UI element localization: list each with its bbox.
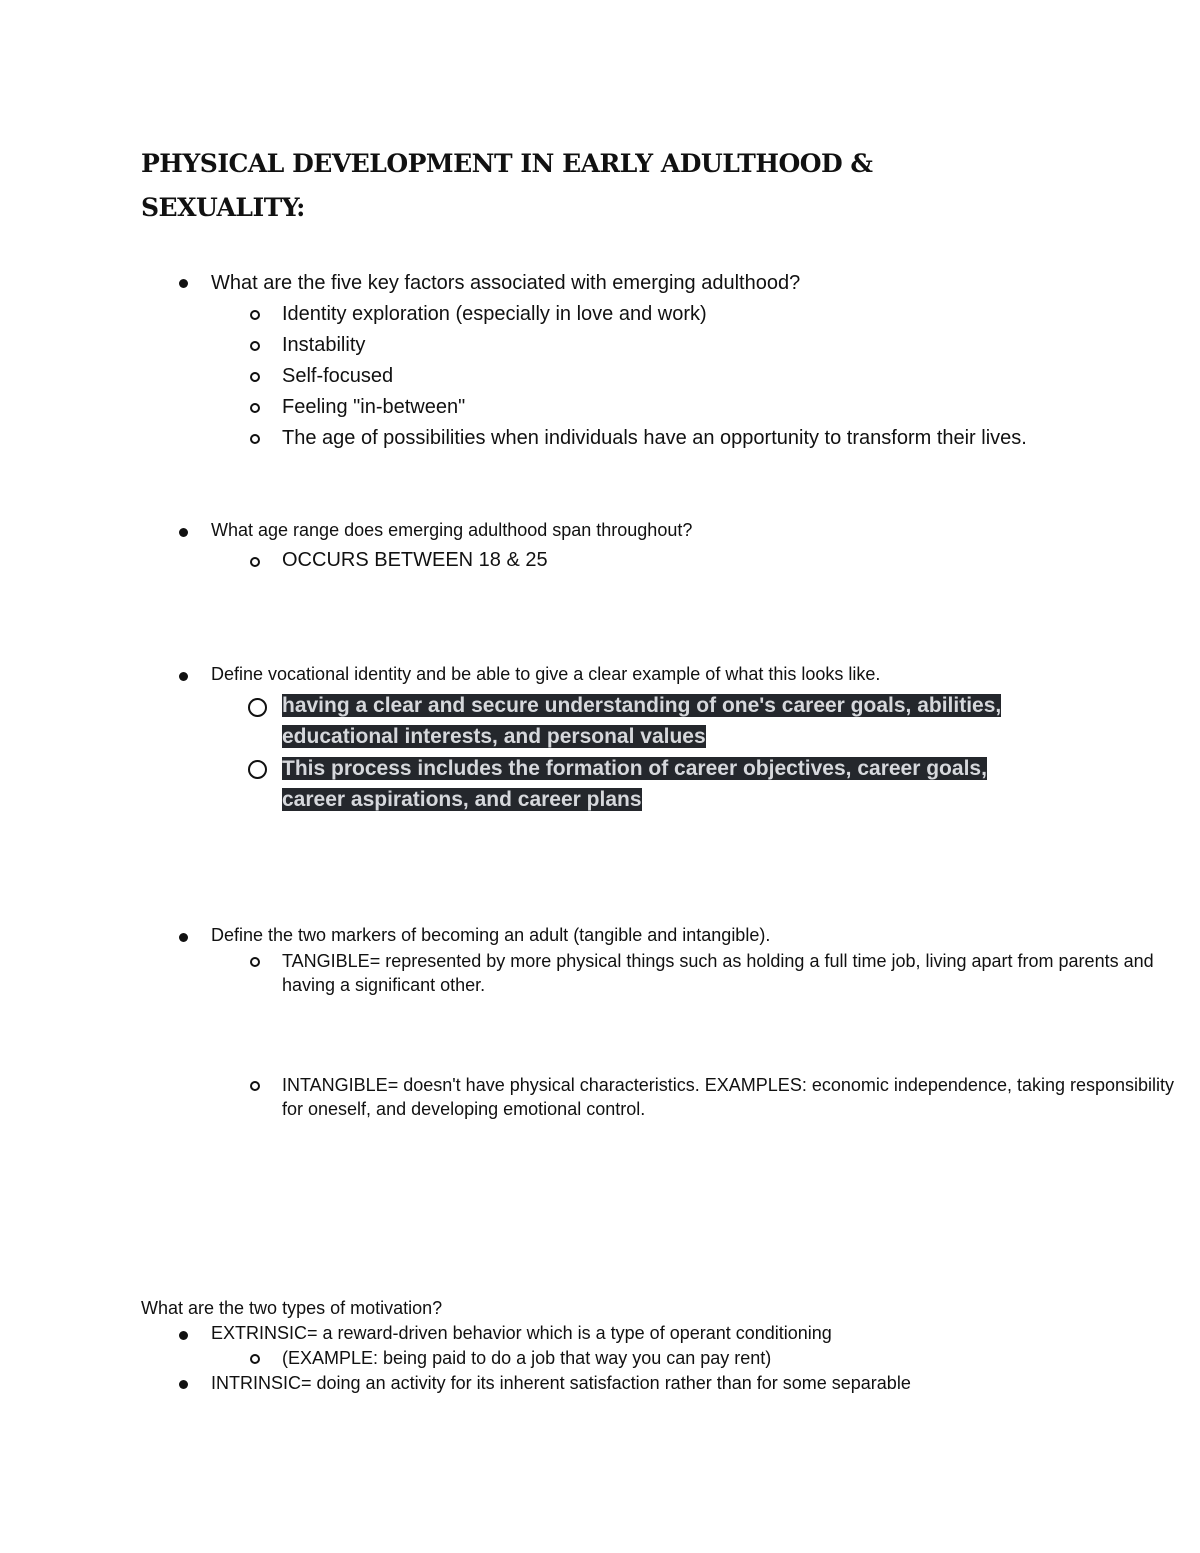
sub-bullet-icon [248, 760, 267, 779]
sub-bullet-icon [248, 698, 267, 717]
bullet-icon [179, 1380, 188, 1389]
answer-item: TANGIBLE= represented by more physical things such as holding a full time job, living apart from parents and having a significant other. [282, 951, 1154, 995]
answer-item: Feeling "in-between" [282, 396, 466, 418]
bullet-icon [179, 933, 188, 942]
answer-item: Instability [282, 334, 366, 356]
question-age-range: What age range does emerging adulthood span throughout? [211, 520, 693, 540]
highlighted-text: having a clear and secure understanding of one's career goals, abilities, educational interests, and personal values [282, 694, 1002, 748]
answer-item-intrinsic: INTRINSIC= doing an activity for its inherent satisfaction rather than for some separable [211, 1373, 911, 1393]
highlighted-text: This process includes the formation of career objectives, career goals, career aspirations, and career plans [282, 757, 987, 811]
bullet-icon [179, 672, 188, 681]
answer-item: OCCURS BETWEEN 18 & 25 [282, 549, 548, 571]
answer-item-highlighted [282, 753, 1052, 815]
answer-item: The age of possibilities when individuals have an opportunity to transform their lives. [282, 427, 1027, 449]
answer-item-example: (EXAMPLE: being paid to do a job that way you can pay rent) [282, 1348, 772, 1368]
question-adult-markers: Define the two markers of becoming an adult (tangible and intangible). [211, 925, 771, 945]
bullet-icon [179, 1331, 188, 1340]
sub-bullet-icon [250, 557, 260, 567]
sub-bullet-icon [250, 372, 260, 382]
sub-bullet-icon [250, 403, 260, 413]
answer-item-highlighted [282, 690, 1062, 752]
question-motivation-types: What are the two types of motivation? [141, 1298, 443, 1318]
sub-bullet-icon [250, 1081, 260, 1091]
sub-bullet-icon [250, 434, 260, 444]
bullet-icon [179, 279, 188, 288]
answer-item-extrinsic: EXTRINSIC= a reward-driven behavior which is a type of operant conditioning [211, 1323, 832, 1343]
answer-item: INTANGIBLE= doesn't have physical characteristics. EXAMPLES: economic independence, taking responsibility for oneself, and developing emotional control. [282, 1075, 1175, 1119]
sub-bullet-icon [250, 341, 260, 351]
sub-bullet-icon [250, 957, 260, 967]
question-vocational-identity: Define vocational identity and be able to give a clear example of what this looks like. [211, 664, 881, 684]
document-title: PHYSICAL DEVELOPMENT IN EARLY ADULTHOOD & SEXUALITY: [141, 149, 873, 222]
sub-bullet-icon [250, 1354, 260, 1364]
bullet-icon [179, 528, 188, 537]
sub-bullet-icon [250, 310, 260, 320]
question-five-key-factors: What are the five key factors associated with emerging adulthood? [211, 272, 801, 294]
answer-item: Self-focused [282, 365, 394, 387]
answer-item: Identity exploration (especially in love and work) [282, 303, 707, 325]
